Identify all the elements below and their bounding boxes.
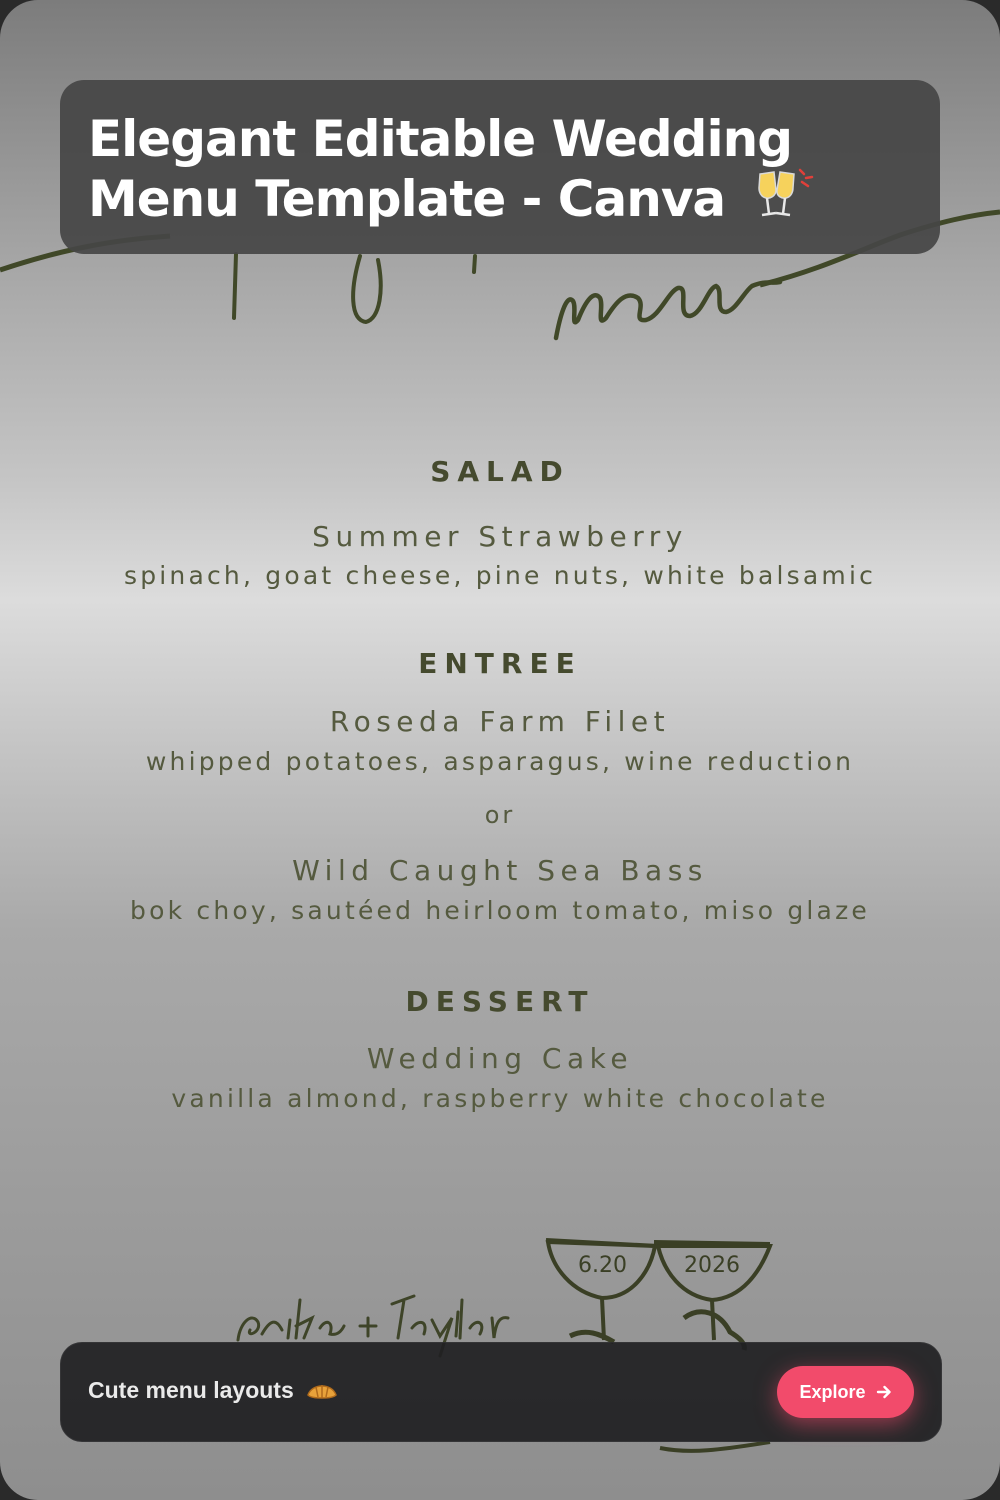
entree-heading: ENTREE	[418, 647, 582, 680]
explore-button-label: Explore	[799, 1381, 866, 1402]
date-right: 2026	[684, 1253, 740, 1278]
entree-dish-2: Wild Caught Sea Bass	[292, 854, 708, 887]
date-left: 6.20	[578, 1253, 627, 1278]
title-line-1: Elegant Editable Wedding	[88, 110, 793, 168]
entree-description-2: bok choy, sautéed heirloom tomato, miso glaze	[130, 896, 870, 925]
salad-heading: SALAD	[430, 455, 570, 488]
bottom-bar	[60, 1342, 942, 1442]
salad-description: spinach, goat cheese, pine nuts, white balsamic	[123, 561, 877, 590]
bottom-bar-label: Cute menu layouts	[88, 1377, 294, 1403]
entree-description-1: whipped potatoes, asparagus, wine reduction	[145, 747, 855, 776]
croissant-icon	[306, 1377, 338, 1403]
bottom-bar-label-wrap	[88, 1377, 338, 1404]
entree-or: or	[484, 801, 516, 829]
title-panel	[60, 80, 940, 254]
dessert-dish: Wedding Cake	[366, 1042, 634, 1075]
champagne-glasses-icon	[750, 168, 814, 224]
title-line-2: Menu Template - Canva	[88, 170, 726, 228]
dessert-description: vanilla almond, raspberry white chocolate	[171, 1084, 829, 1113]
entree-dish-1: Roseda Farm Filet	[329, 705, 671, 738]
salad-dish: Summer Strawberry	[312, 520, 688, 553]
explore-button[interactable]	[777, 1366, 914, 1418]
dessert-heading: DESSERT	[405, 985, 595, 1018]
arrow-right-icon	[876, 1384, 892, 1400]
page-title	[88, 110, 908, 228]
